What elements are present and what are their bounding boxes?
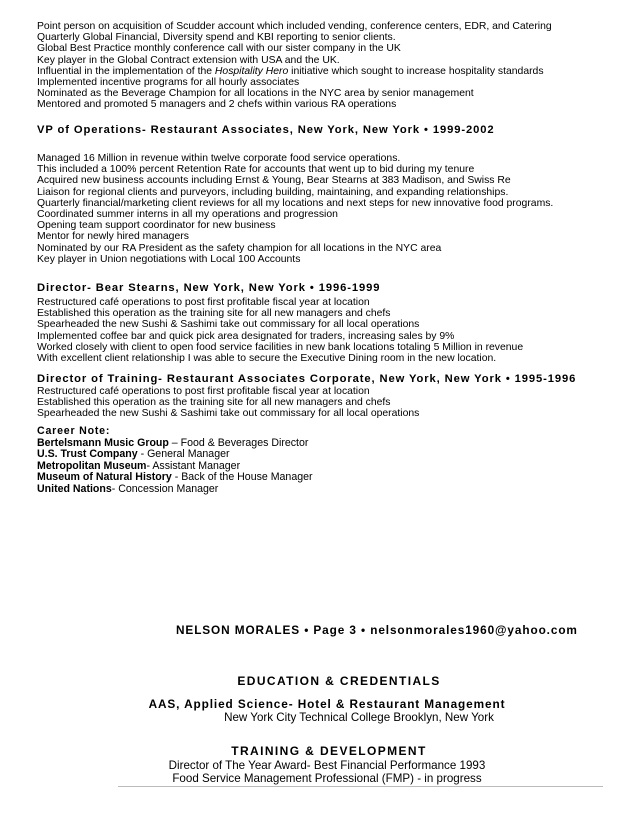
bear-line: Worked closely with client to open food service facilities in new bank locations totaling 5 Million in revenue [37,341,524,353]
hospitality-hero-italic: Hospitality Hero [214,65,289,77]
intro-line: Global Best Practice monthly conference call with our sister company in the UK [37,43,401,55]
degree-block [8,697,638,711]
intro-line-hospitality-hero: Influential in the implementation of the Hospitality Hero initiative which sought to increase hospitality standards [37,65,544,77]
education-title: EDUCATION & CREDENTIALS [237,674,441,688]
vp-line: Acquired new business accounts including Ernst & Young, Bear Stearns at 383 Madison, and Swiss Re [37,175,511,187]
training-line: Established this operation as the training site for all new managers and chefs [37,397,391,409]
intro-line: Nominated as the Beverage Champion for all locations in the NYC area by senior management [37,88,474,100]
training-development-list [8,759,638,785]
career-item: Metropolitan Museum- Assistant Manager [37,459,241,472]
bear-stearns-heading: Director- Bear Stearns, New York, New York • 1996-1999 [37,282,381,294]
career-note-title: Career Note: [37,425,111,437]
intro-line: Implemented incentive programs for all hourly associates [37,77,300,89]
vp-line: Key player in Union negotiations with Local 100 Accounts [37,253,301,265]
school-name: New York City Technical College Brooklyn, New York [224,711,494,724]
training-development-line: Food Service Management Professional (FMP) - in progress [172,772,482,785]
bear-line: Established this operation as the training site for all new managers and chefs [37,308,391,320]
vp-line: Liaison for regional clients and purveyors, including building, maintaining, and expanding relationships. [37,186,509,198]
vp-line: This included a 100% percent Retention Rate for accounts that went up to bid during my tenure [37,164,475,176]
bear-line: Implemented coffee bar and quick pick area designated for traders, increasing sales by 9% [37,330,455,342]
bear-line: Restructured café operations to post first profitable fiscal year at location [37,297,370,308]
school-block [40,711,638,724]
intro-line: Mentored and promoted 5 managers and 2 chefs within various RA operations [37,99,397,111]
intro-line: Quarterly Global Financial, Diversity spend and KBI reporting to senior clients. [37,32,396,44]
career-note-section [37,426,607,495]
bear-stearns-list [37,297,607,364]
director-training-section [37,373,607,386]
intro-line: Point person on acquisition of Scudder account which included vending, conference centers, EDR, and Catering [37,21,552,32]
education-section [20,674,638,688]
vp-line: Managed 16 Million in revenue within twelve corporate food service operations. [37,153,401,164]
career-item: Museum of Natural History - Back of the House Manager [37,471,313,483]
vp-operations-list [37,153,607,265]
intro-line: Key player in the Global Contract extension with USA and the UK. [37,54,340,66]
training-line: Restructured café operations to post first profitable fiscal year at location [37,386,370,397]
page-footer [176,623,606,637]
vp-line: Mentor for newly hired managers [37,231,189,243]
director-training-list [37,386,607,420]
career-item: U.S. Trust Company - General Manager [37,448,230,460]
vp-operations-section [37,124,607,137]
training-development-title: TRAINING & DEVELOPMENT [231,744,427,758]
training-line: Spearheaded the new Sushi & Sashimi take out commissary for all local operations [37,408,420,420]
bottom-divider [118,786,603,787]
degree-title: AAS, Applied Science- Hotel & Restaurant Management [148,697,506,711]
director-training-heading: Director of Training- Restaurant Associates Corporate, New York, New York • 1995-1996 [37,373,577,385]
vp-line: Coordinated summer interns in all my operations and progression [37,209,338,221]
career-item: United Nations- Concession Manager [37,482,219,495]
intro-section [37,21,607,111]
vp-line: Quarterly financial/marketing client reviews for all my locations and next steps for new innovative food programs. [37,197,554,209]
page-footer-text: NELSON MORALES • Page 3 • nelsonmorales1960@yahoo.com [176,623,578,637]
bear-line: With excellent client relationship I was able to secure the Executive Dining room in the new location. [37,353,497,365]
career-item: Bertelsmann Music Group – Food & Beverages Director [37,436,309,449]
bear-stearns-section [37,282,607,295]
training-development-line: Director of The Year Award- Best Financial Performance 1993 [168,759,486,772]
vp-line: Nominated by our RA President as the safety champion for all locations in the NYC area [37,242,442,254]
bear-line: Spearheaded the new Sushi & Sashimi take out commissary for all local operations [37,319,420,331]
vp-operations-heading: VP of Operations- Restaurant Associates, New York, New York • 1999-2002 [37,124,495,136]
vp-line: Opening team support coordinator for new business [37,220,276,232]
training-development-section [10,744,638,758]
